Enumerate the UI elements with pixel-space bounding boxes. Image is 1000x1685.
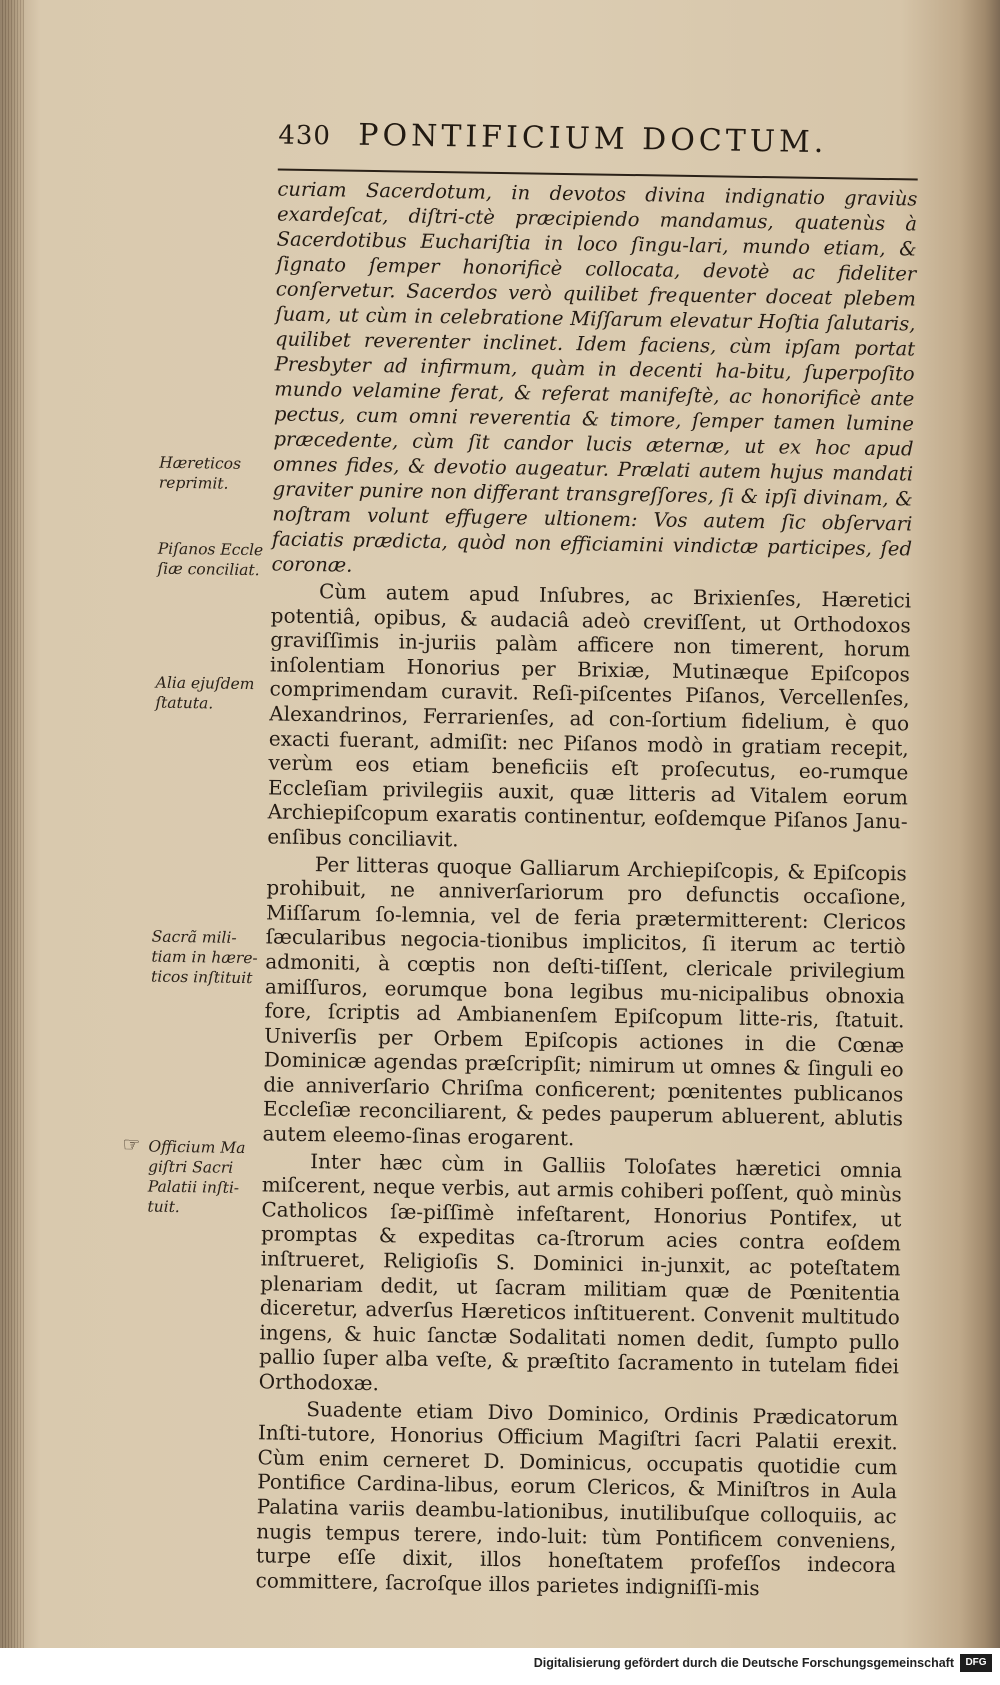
paragraph-haeretici: Cùm autem apud Inſubres, ac Brixienſes, Hæretici potentiâ, opibus, & audaciâ adeò creviſſent, ut Orthodoxos graviſſimis in-juriis palàm afficere non timerent, horum inſolentiam Honorius per Brixiæ, Mutinæque Epiſcopos comprimendam curavit. Reſi-piſcentes Piſanos, Vercellenſes, Alexandrinos, Ferrarienſes, ad con-ſortium fidelium, è quo exacti fuerant, admiſit: nec Piſanos modò in gratiam recepit, verùm eos etiam beneficiis eſt proſecutus, eo-rumque Eccleſiam privilegiis auxit, quæ litteris ad Vitalem eorum Archiepiſcopum exaratis continentur, eoſdemque Piſanos Janu-enſibus conciliavit. [267,579,912,852]
paragraph-magister: Suadente etiam Divo Dominico, Ordinis Prædicatorum Inſti-tutore, Honorius Officium Magiſtri ſacri Palatii erexit. Cùm enim cerneret D. Dominicus, occupatis quotidie cum Pontifice Cardina-libus, eorum Clericos, & Miniſtros in Aula Palatina variis deambu-lationibus, inutilibuſque colloquiis, ac nugis tempus terere, indo-luit: tùm Pontificem conveniens, turpe eſſe dixit, illos honeſtatem profeſſos indecora committere, ſacroſque illos parietes indigniſſi-mis [255,1396,899,1600]
main-text [255,176,917,1602]
margin-note-militia: Sacrã mili-tiam in hære-ticos inſtituit [150,927,258,988]
page-number: 430 [278,120,332,152]
paragraph-statuta: Per litteras quoque Galliarum Archiepiſcopis, & Epiſcopis prohibuit, ne anniverſariorum pro defunctis occaſione, Miſſarum ſo-lemnia, vel de feria prætermitterent: Clericos ſæcularibus negocia-tionibus implicitos, ſi iterum ac tertiò admoniti, à cœptis non deſti-tiſſent, clericale privilegium amiſſuros, eorumque bona legibus mu-nicipalibus obnoxia fore, ſcriptis ad Ambianenſem Epiſcopum litte-ris, ſtatuit. Univerſis per Orbem Epiſcopis actiones in die Cœnæ Dominicæ agendas præſcripſit; nimirum ut omnes & ſinguli eo die anniverſario Chriſma conficerent; pœnitentes publicanos Eccleſiæ reconciliarent, & pedes pauperum abluerent, ablutis autem eleemo-ſinas erogarent. [262,851,907,1151]
page-header [278,116,919,176]
paragraph-militia: Inter hæc cùm in Galliis Toloſates hæretici omnia miſcerent, neque verbis, aut armis cohiberi poſſent, quò minùs Catholicos ſæ-piſſimè infeſtarent, Honorius Pontifex, ut promptas & expeditas ca-ſtrorum acies contra eoſdem inſtrueret, Religioſis S. Dominici in-junxit, ac poteſtatem plenariam dedit, ut ſacram militiam quæ de Pœnitentia diceretur, adverſus Hæreticos inſtituerent. Convenit multitudo ingens, & huic ſanctæ Sodalitati nomen dedit, ſumpto pullo pallio ſuper alba veſte, & præſtito ſacramento in tutelam fidei Orthodoxæ. [258,1148,903,1396]
dfg-logo-icon: DFG [960,1654,992,1672]
margin-note-magister: Officium Ma giſtri Sacri Palatii inſti-tuit. [147,1137,246,1217]
footer-credit: Digitalisierung gefördert durch die Deutsche Forschungsgemeinschaft [533,1656,954,1670]
margin-note-pisanos: Piſanos Eccle ſiæ conciliat. [157,539,264,580]
running-head: PONTIFICIUM DOCTUM. [358,117,828,161]
margin-note-statuta: Alia ejuſdem ſtatuta. [155,673,255,713]
digitization-footer [0,1648,1000,1685]
margin-mark-icon: ☞ [122,1132,141,1157]
paragraph-decree: curiam Sacerdotum, in devotos divina indignatio graviùs exardeſcat, diſtri-ctè præcipiendo mandamus, quatenùs à Sacerdotibus Euchariſtia in loco ſingu-lari, mundo etiam, & ſignato ſemper honorificè collocata, devotè ac fideliter conſervetur. Sacerdos verò quilibet frequenter doceat plebem ſuam, ut cùm in celebratione Miſſarum elevatur Hoſtia ſalutaris, quilibet reverenter inclinet. Idem faciens, cùm ipſam portat Presbyter ad infirmum, quàm in decenti ha-bitu, ſuperpoſito mundo velamine ferat, & referat manifeſtè, ac honorificè ante pectus, cum omni reverentia & timore, ſemper tamen lumine præcedente, cùm ſit candor lucis æternæ, ut ex hoc apud omnes fides, & devotio augeatur. Prælati autem hujus mandati graviter punire non differant transgreſſores, ſi & ipſi divinam, & noſtram volunt effugere ultionem: Vos autem ſic obſervari faciatis prædicta, quòd non efficiamini vindictæ participes, ſed coronæ. [271,177,918,577]
margin-note-haereticos: Hæreticos reprimit. [158,453,242,493]
book-page [15,23,970,1647]
